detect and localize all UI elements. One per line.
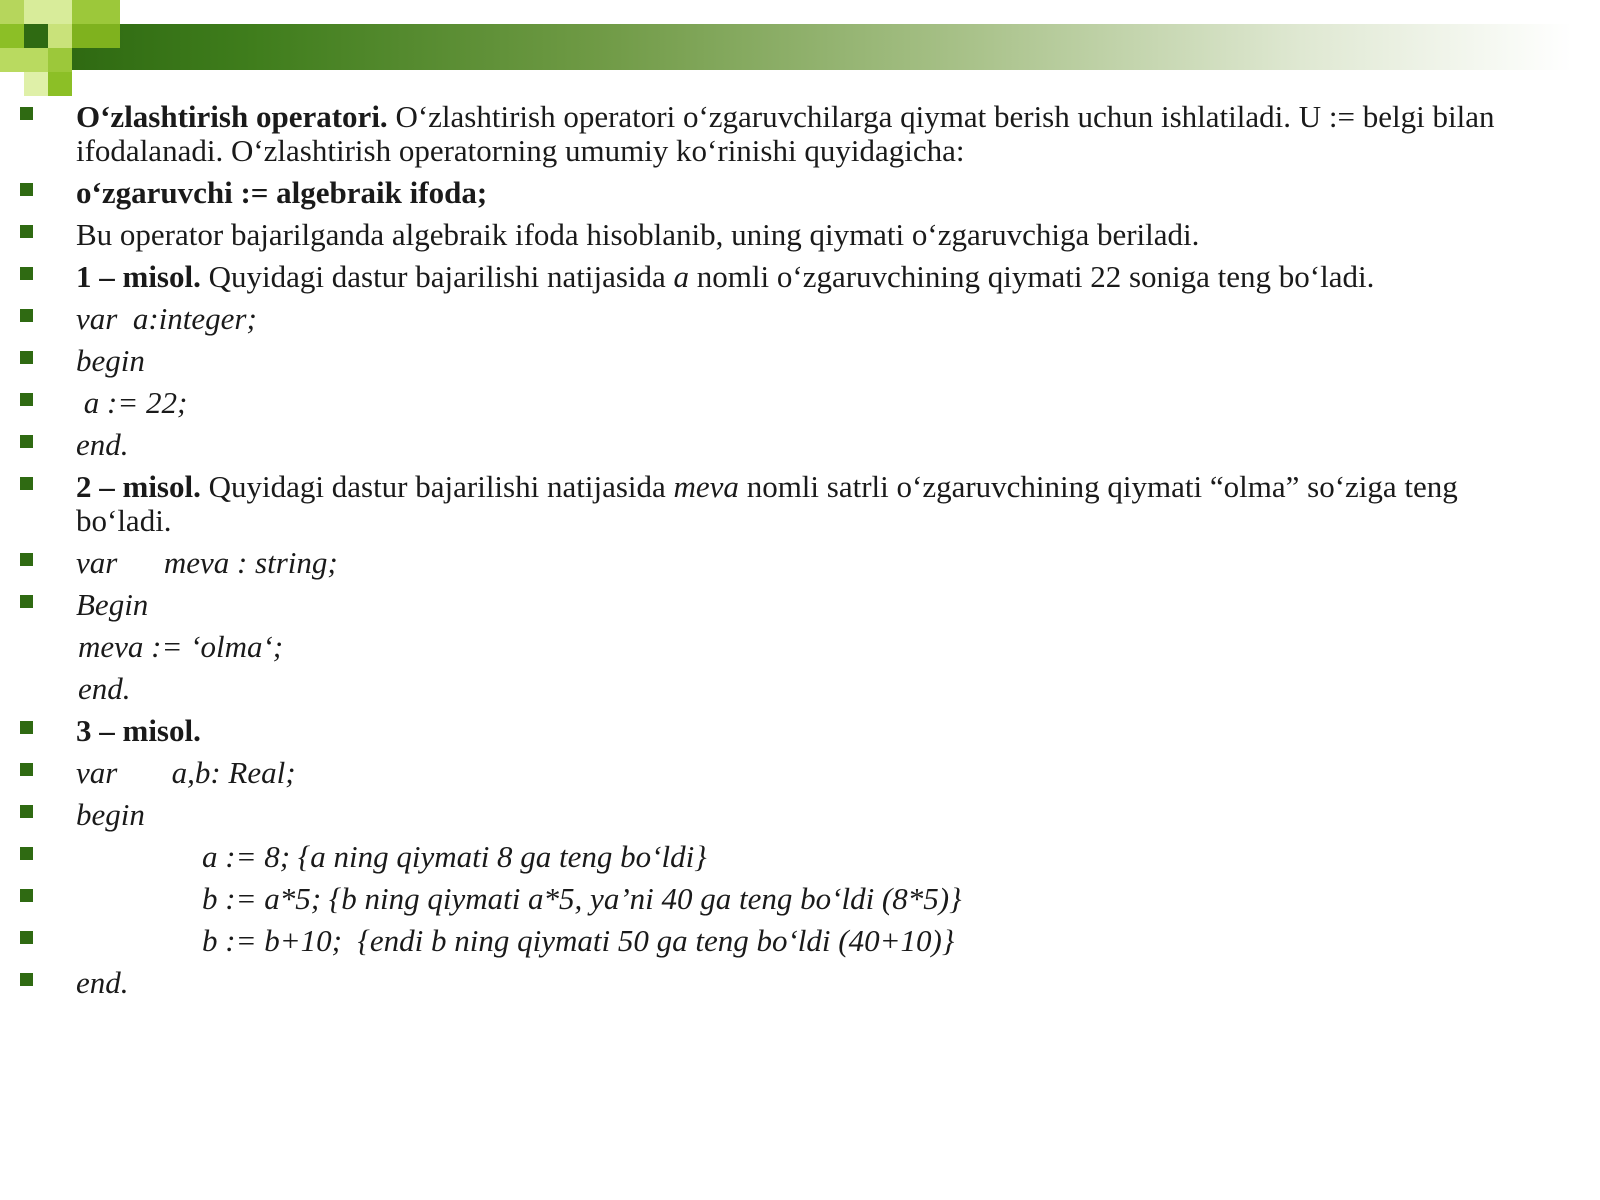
code-line (0, 302, 1560, 336)
code-text: begin (76, 343, 145, 378)
header-gradient-bar (72, 24, 1572, 70)
item-text: nomli o‘zgaruvchining qiymati 22 soniga teng bo‘ladi. (689, 259, 1375, 294)
code-line (0, 428, 1560, 462)
code-text: var meva : string; (76, 545, 338, 580)
code-text: begin (76, 797, 145, 832)
list-item (0, 176, 1560, 210)
list-item (0, 218, 1560, 252)
corner-square (72, 24, 120, 48)
variable-name: meva (673, 469, 739, 504)
code-line (0, 630, 1560, 664)
slide-content-list (0, 100, 1560, 1008)
corner-square (48, 24, 72, 48)
code-text: b := a*5; {b ning qiymati a*5, ya’ni 40 ga teng bo‘ldi (8*5)} (202, 881, 962, 916)
code-text: Begin (76, 587, 149, 622)
corner-square (24, 24, 48, 48)
code-text: end. (76, 427, 129, 462)
code-line (0, 546, 1560, 580)
code-line (0, 344, 1560, 378)
code-text: a := 8; {a ning qiymati 8 ga teng bo‘ldi} (202, 839, 707, 874)
code-line (0, 386, 1560, 420)
corner-square (0, 24, 24, 48)
corner-square (72, 0, 120, 24)
item-text: Quyidagi dastur bajarilishi natijasida (200, 259, 674, 294)
corner-square (48, 48, 72, 72)
list-item (0, 100, 1560, 168)
corner-square (0, 0, 24, 24)
code-line (0, 840, 1560, 874)
list-item (0, 470, 1560, 538)
variable-name: a (673, 259, 690, 294)
item-text: nomli satrli o‘zgaruvchining qiymati “olma” so‘ziga teng bo‘ladi. (76, 469, 1458, 538)
code-line (0, 588, 1560, 622)
code-line (0, 966, 1560, 1000)
example-heading: 2 – misol. (76, 469, 201, 504)
code-line (0, 798, 1560, 832)
syntax-formula: o‘zgaruvchi := algebraik ifoda; (76, 175, 488, 210)
code-line (0, 882, 1560, 916)
code-line (0, 672, 1560, 706)
term-heading: O‘zlashtirish operatori. (76, 99, 388, 134)
code-text: end. (76, 965, 129, 1000)
example-heading: 3 – misol. (76, 713, 201, 748)
corner-square (48, 72, 72, 96)
item-text: Quyidagi dastur bajarilishi natijasida (200, 469, 674, 504)
code-line (0, 924, 1560, 958)
code-text: var a:integer; (76, 301, 257, 336)
corner-square (0, 48, 48, 72)
code-line (0, 756, 1560, 790)
code-text: b := b+10; {endi b ning qiymati 50 ga teng bo‘ldi (40+10)} (202, 923, 955, 958)
item-text: O‘zlashtirish operatori o‘zgaruvchilarga qiymat berish uchun ishlatiladi. U := belgi bilan ifodalanadi. O‘zlashtirish operatorning umumiy ko‘rinishi quyidagicha: (76, 99, 1495, 168)
corner-square (24, 0, 72, 24)
code-text: end. (78, 671, 131, 706)
item-text: Bu operator bajarilganda algebraik ifoda hisoblanib, uning qiymati o‘zgaruvchiga beriladi. (76, 217, 1200, 252)
example-heading: 1 – misol. (76, 259, 201, 294)
list-item (0, 260, 1560, 294)
code-text: var a,b: Real; (76, 755, 296, 790)
code-text: meva := ‘olma‘; (78, 629, 284, 664)
corner-square (24, 72, 48, 96)
list-item (0, 714, 1560, 748)
code-text: a := 22; (76, 385, 188, 420)
